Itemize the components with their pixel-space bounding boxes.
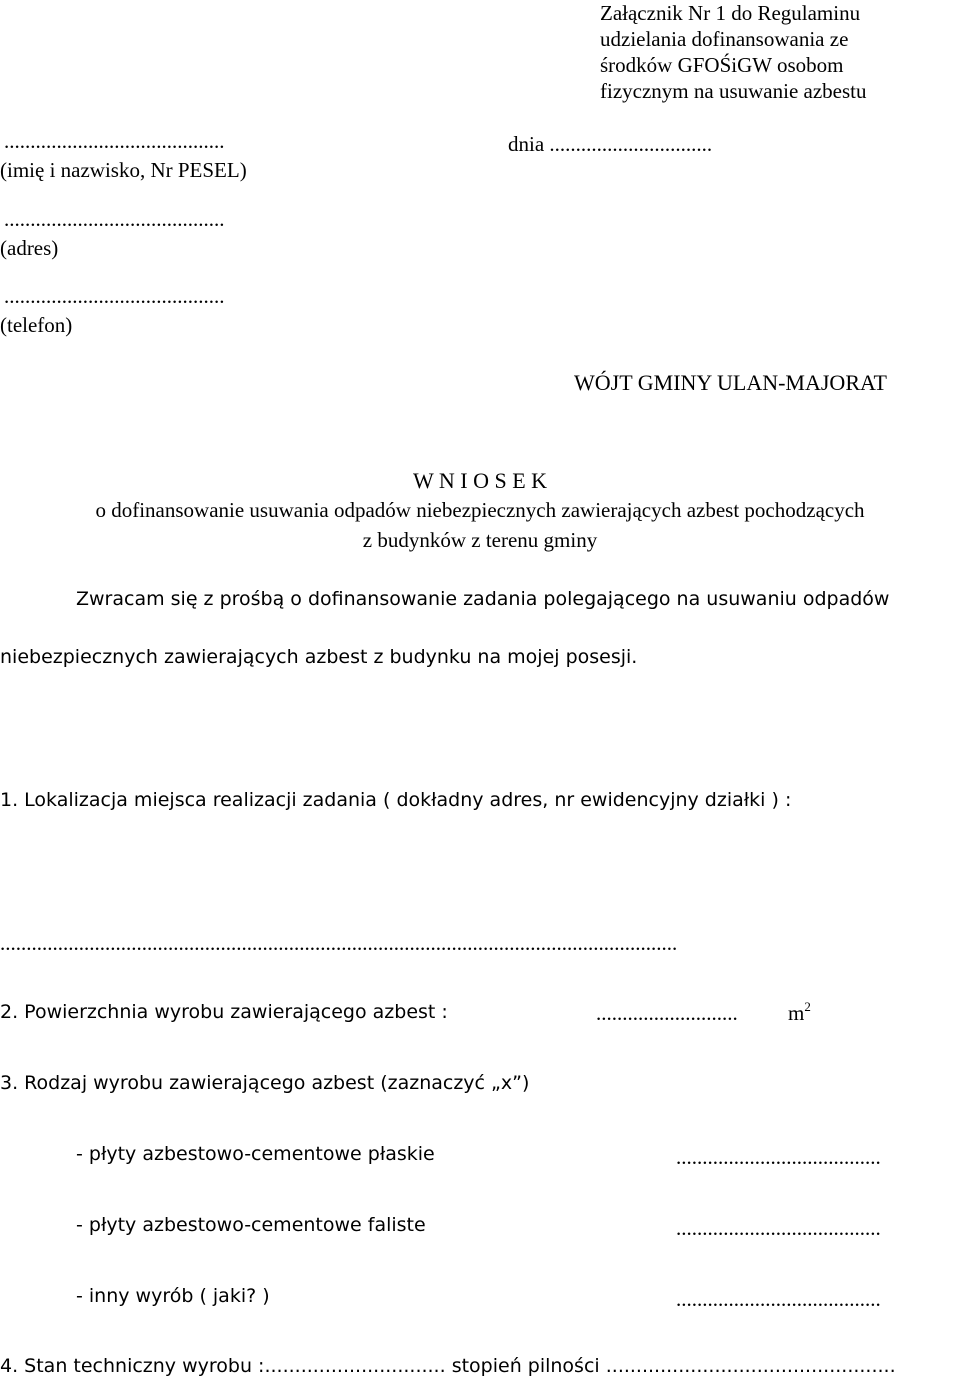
intro-line-1: Zwracam się z prośbą o dofinansowanie zadania polegającego na usuwaniu odpadów <box>76 588 890 610</box>
name-dots: .......................................... <box>4 129 225 153</box>
title-line-2: z budynków z terenu gminy <box>362 528 598 552</box>
date-field: dnia ............................... <box>508 132 713 156</box>
unit-superscript: 2 <box>804 999 811 1014</box>
area-unit <box>788 999 811 1025</box>
option-mark-field[interactable]: ....................................... <box>676 1145 881 1169</box>
condition-field[interactable]: .............................. <box>264 1355 446 1377</box>
address-dots: .......................................... <box>4 207 225 231</box>
phone-dots: .......................................... <box>4 284 225 308</box>
annex-line: środków GFOŚiGW osobom <box>600 53 844 77</box>
annex-line: fizycznym na usuwanie azbestu <box>600 79 867 103</box>
item1-label: 1. Lokalizacja miejsca realizacji zadania ( dokładny adres, nr ewidencyjny działki ) : <box>0 789 792 811</box>
option-mark-field[interactable]: ....................................... <box>676 1287 881 1311</box>
title-line-1: o dofinansowanie usuwania odpadów niebezpiecznych zawierających azbest pochodzących <box>95 498 865 522</box>
item4-label: 4. Stan techniczny wyrobu : <box>0 1355 265 1377</box>
urgency-field[interactable]: ................................................ <box>605 1355 896 1377</box>
annex-note <box>600 0 866 104</box>
option-label: - płyty azbestowo-cementowe płaskie <box>76 1143 435 1165</box>
option-label: - płyty azbestowo-cementowe faliste <box>76 1214 426 1236</box>
addressee: WÓJT GMINY ULAN-MAJORAT <box>574 370 887 395</box>
urgency-label: stopień pilności <box>451 1355 600 1377</box>
unit-text: m <box>788 1001 805 1025</box>
document-heading: W N I O S E K <box>412 468 548 493</box>
option-mark-field[interactable]: ....................................... <box>676 1216 881 1240</box>
annex-line: udzielania dofinansowania ze <box>600 27 849 51</box>
phone-label: (telefon) <box>0 313 73 337</box>
item4-line <box>0 1357 896 1376</box>
item3-label: 3. Rodzaj wyrobu zawierającego azbest (zaznaczyć „x”) <box>0 1072 530 1094</box>
option-label: - inny wyrób ( jaki? ) <box>76 1285 270 1307</box>
intro-line-2: niebezpiecznych zawierających azbest z budynku na mojej posesji. <box>0 646 638 668</box>
location-field[interactable]: ................................................................................................................................. <box>0 933 678 954</box>
item2-label: 2. Powierzchnia wyrobu zawierającego azbest : <box>0 1001 448 1023</box>
name-label: (imię i nazwisko, Nr PESEL) <box>0 158 247 182</box>
address-label: (adres) <box>0 236 59 260</box>
area-field[interactable]: ........................... <box>596 1001 738 1025</box>
annex-line: Załącznik Nr 1 do Regulaminu <box>600 1 861 25</box>
